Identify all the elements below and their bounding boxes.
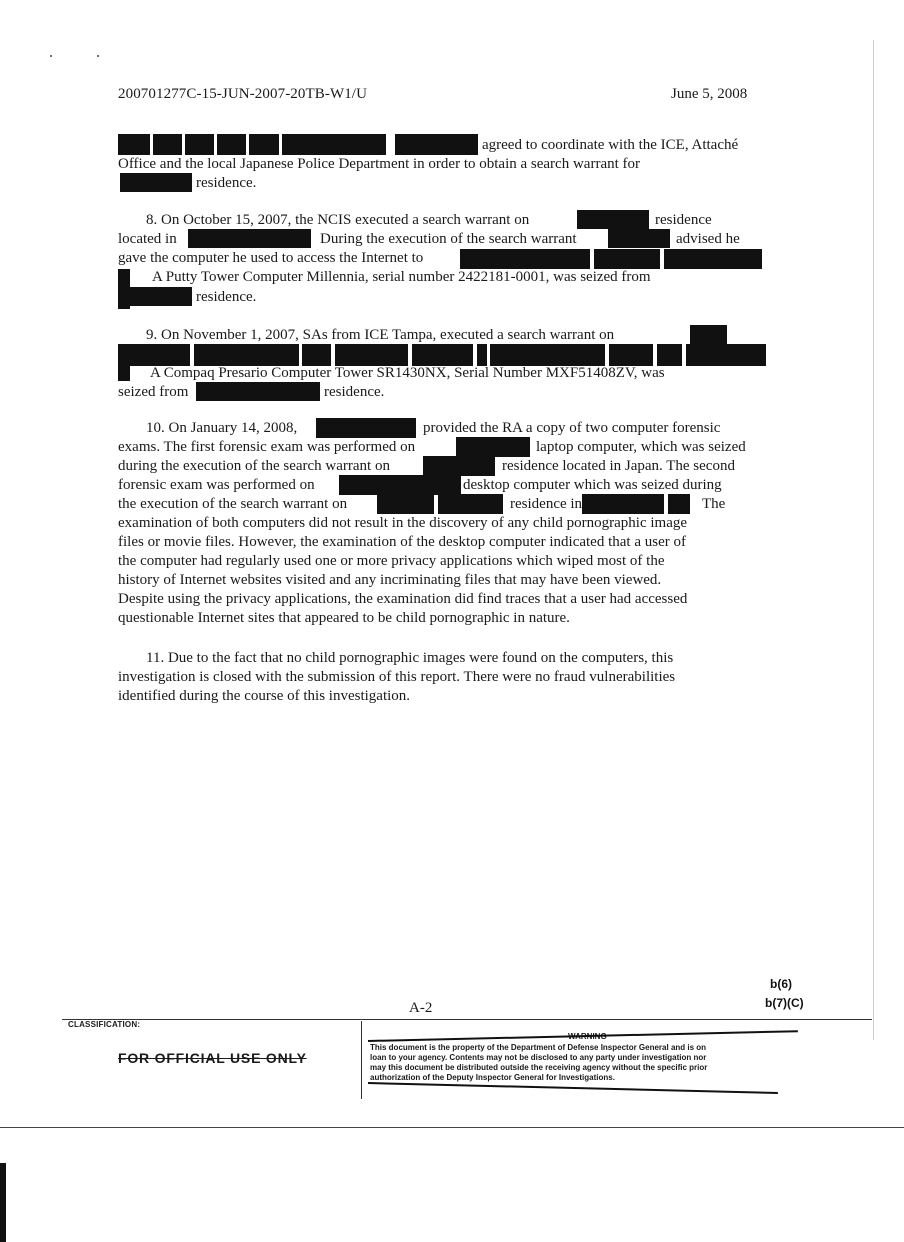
paragraph-8: [118, 211, 768, 311]
redaction-box: [490, 344, 605, 366]
redaction-box: [316, 418, 416, 438]
warning-line: loan to your agency. Contents may not be disclosed to any party under investigation nor: [370, 1053, 707, 1062]
classification-marking: FOR OFFICIAL USE ONLY: [118, 1050, 307, 1066]
text-line: residence: [655, 212, 712, 228]
text-line: residence in: [510, 496, 583, 512]
text-line: examination of both computers did not result in the discovery of any child pornographic image: [118, 515, 688, 531]
redaction-box: [686, 344, 766, 366]
exemption-code-b6: b(6): [770, 977, 792, 991]
text-line: forensic exam was performed on: [118, 477, 315, 493]
text-line: Office and the local Japanese Police Department in order to obtain a search warrant for: [118, 156, 641, 172]
redaction-box: [609, 344, 653, 366]
paragraph-9: [118, 326, 768, 406]
redaction-box: [456, 437, 530, 457]
footer-rule: [62, 1019, 872, 1020]
footer-divider: [361, 1021, 362, 1099]
text-line: history of Internet websites visited and any incriminating files that may have been viewed.: [118, 572, 662, 588]
text-line: seized from: [118, 384, 189, 400]
classification-label: CLASSIFICATION:: [68, 1020, 141, 1029]
redaction-box: [282, 134, 386, 155]
text-line: A Putty Tower Computer Millennia, serial number 2422181-0001, was seized from: [152, 269, 651, 285]
text-line: residence.: [196, 175, 257, 191]
redaction-box: [194, 344, 299, 366]
redaction-box: [690, 325, 727, 345]
text-line: residence located in Japan. The second: [502, 458, 735, 474]
redaction-box: [118, 344, 190, 366]
paragraph-11: [118, 649, 768, 709]
text-line: located in: [118, 231, 177, 247]
text-line: residence.: [324, 384, 385, 400]
text-line: desktop computer which was seized during: [463, 477, 722, 493]
redaction-box: [339, 475, 461, 495]
scan-speck: [50, 55, 52, 57]
text-line: during the execution of the search warrant on: [118, 458, 390, 474]
text-line: A Compaq Presario Computer Tower SR1430NX, Serial Number MXF51408ZV, was: [150, 365, 665, 381]
redaction-box: [577, 210, 649, 229]
redaction-box: [249, 134, 279, 155]
text-line: 8. On October 15, 2007, the NCIS executed a search warrant on: [146, 212, 530, 228]
redaction-box: [608, 229, 670, 248]
redaction-box: [412, 344, 473, 366]
text-line: residence.: [196, 289, 257, 305]
redaction-box: [664, 249, 762, 269]
text-line: questionable Internet sites that appeared to be child pornographic in nature.: [118, 610, 570, 626]
text-line: 9. On November 1, 2007, SAs from ICE Tampa, executed a search warrant on: [146, 327, 615, 343]
warning-line: This document is the property of the Department of Defense Inspector General and is on: [370, 1043, 707, 1052]
text-line: laptop computer, which was seized: [536, 439, 746, 455]
redaction-box: [188, 229, 311, 248]
text-line: provided the RA a copy of two computer forensic: [423, 420, 721, 436]
redaction-box: [118, 134, 150, 155]
scan-speck: [97, 55, 99, 57]
scan-edge-line: [873, 40, 874, 1040]
redaction-box: [460, 249, 590, 269]
text-line: During the execution of the search warrant: [320, 231, 577, 247]
strike-line: [368, 1082, 778, 1094]
redaction-box: [582, 494, 664, 514]
warning-line: authorization of the Deputy Inspector General for Investigations.: [370, 1073, 615, 1082]
text-line: gave the computer he used to access the Internet to: [118, 250, 424, 266]
text-line: identified during the course of this investigation.: [118, 688, 411, 704]
text-line: files or movie files. However, the examination of the desktop computer indicated that a user of: [118, 534, 686, 550]
redaction-box: [335, 344, 408, 366]
scan-left-bar: [0, 1163, 6, 1242]
redaction-box: [120, 173, 192, 192]
redaction-box: [185, 134, 214, 155]
redaction-box: [668, 494, 690, 514]
paragraph-7: [118, 136, 768, 196]
text-line: exams. The first forensic exam was performed on: [118, 439, 416, 455]
text-line: 10. On January 14, 2008,: [146, 420, 298, 436]
text-line: agreed to coordinate with the ICE, Attaché: [482, 137, 739, 153]
redaction-box: [657, 344, 682, 366]
redaction-box: [377, 494, 434, 514]
redaction-box: [153, 134, 182, 155]
warning-notice: [370, 1043, 800, 1083]
redaction-box: [302, 344, 331, 366]
case-number: 200701277C-15-JUN-2007-20TB-W1/U: [118, 86, 368, 102]
text-line: 11. Due to the fact that no child pornographic images were found on the computers, this: [146, 650, 674, 666]
text-line: investigation is closed with the submission of this report. There were no fraud vulnerabilities: [118, 669, 676, 685]
scan-bottom-rule: [0, 1127, 904, 1128]
exemption-code-b7c: b(7)(C): [765, 996, 804, 1010]
text-line: the execution of the search warrant on: [118, 496, 348, 512]
text-line: the computer had regularly used one or more privacy applications which wiped most of the: [118, 553, 665, 569]
text-line: advised he: [676, 231, 740, 247]
page-number: A-2: [409, 1000, 433, 1016]
redaction-box: [196, 382, 320, 401]
warning-line: may this document be distributed outside the receiving agency without the specific prior: [370, 1063, 708, 1072]
redaction-box: [423, 456, 495, 476]
paragraph-10: [118, 419, 768, 629]
text-line: Despite using the privacy applications, the examination did find traces that a user had accessed: [118, 591, 688, 607]
redaction-box: [118, 366, 130, 381]
redaction-box: [120, 287, 192, 306]
redaction-box: [594, 249, 660, 269]
redaction-box: [217, 134, 246, 155]
report-date: June 5, 2008: [671, 86, 748, 102]
redaction-box: [438, 494, 503, 514]
text-line: The: [702, 496, 726, 512]
redaction-box: [395, 134, 478, 155]
redaction-box: [477, 344, 487, 366]
